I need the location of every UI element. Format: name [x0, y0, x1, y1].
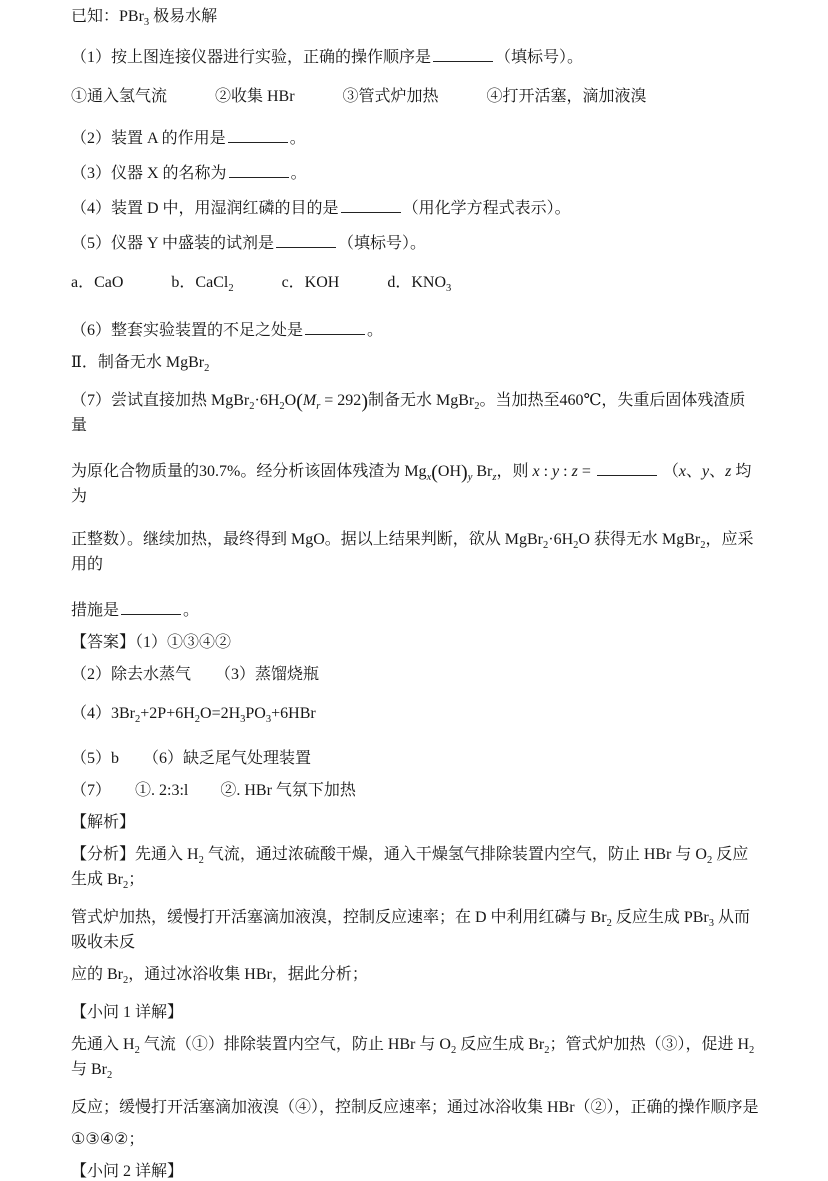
analysis-line-1: [71, 845, 760, 895]
text-segment: （4）装置 D 中，用湿润红磷的目的是: [71, 200, 339, 217]
text-segment: 3: [265, 714, 272, 725]
reagent-options: [71, 273, 760, 298]
text-segment: （1）按上图连接仪器进行实验，正确的操作顺序是: [71, 49, 432, 66]
text-segment: 2: [749, 1045, 755, 1056]
text-segment: 反应生成 Br: [456, 1036, 545, 1053]
text-segment: 正整数）。继续加热，最终得到 MgO。据以上结果判断，欲从 MgBr: [71, 531, 544, 548]
text-segment: 管式炉加热，缓慢打开活塞滴加液溴，控制反应速率；在 D 中利用红磷与 Br: [71, 909, 607, 926]
question-7-line-3: [71, 530, 760, 574]
text-segment: ，通过冰浴收集 HBr，据此分析；: [128, 966, 368, 983]
text-segment: 气流，通过浓硫酸干燥，通入干燥氢气排除装置内空气，防止 HBr 与 O: [203, 846, 707, 863]
text-segment: O 获得无水 MgBr: [578, 531, 701, 548]
text-segment: z: [571, 463, 578, 480]
text-segment: 2: [204, 363, 210, 374]
answer-blank: [276, 231, 336, 248]
answer-blank: [433, 45, 493, 62]
text-segment: 2: [107, 1070, 113, 1081]
text-segment: （2）除去水蒸气 （3）蒸馏烧瓶: [71, 666, 320, 683]
text-segment: （: [658, 463, 679, 480]
text-segment: ·6H: [548, 531, 574, 548]
text-segment: ①③④②；: [71, 1131, 145, 1148]
text-segment: ): [461, 461, 468, 484]
text-segment: 反应生成 PBr: [611, 909, 709, 926]
text-segment: 2: [198, 855, 204, 866]
text-segment: ；: [128, 871, 145, 888]
text-segment: ；管式炉加热（③），促进 H: [549, 1036, 750, 1053]
text-segment: Ⅱ．制备无水 MgBr: [71, 354, 205, 371]
answer-2-3: [71, 665, 760, 684]
answer-blank: [341, 196, 401, 213]
detail-1-header: [71, 1003, 760, 1022]
known-line: [71, 7, 760, 32]
text-segment: 【小问 2 详解】: [71, 1163, 184, 1180]
text-segment: 反应；缓慢打开活塞滴加液溴（④），控制反应速率；通过冰浴收集 HBr（②），正确的操作顺序是: [71, 1099, 759, 1116]
detail-1-line-2: [71, 1098, 760, 1117]
text-segment: 气流（①）排除装置内空气，防止 HBr 与 O: [139, 1036, 451, 1053]
detail-2-header: [71, 1162, 760, 1181]
text-segment: O: [284, 392, 297, 409]
text-segment: (: [431, 461, 438, 484]
text-segment: 反应生成 Br: [71, 846, 749, 888]
text-segment: x: [678, 463, 686, 480]
analysis-line-3: [71, 965, 760, 990]
detail-1-line-3: [71, 1130, 760, 1149]
answer-blank: [228, 126, 288, 143]
text-segment: 2: [474, 401, 480, 412]
text-segment: PO: [245, 705, 266, 722]
text-segment: 【答案】（1）①③④②: [71, 634, 232, 651]
text-segment: OH: [437, 463, 462, 480]
text-segment: z: [725, 463, 732, 480]
text-segment: = 292: [320, 392, 362, 409]
text-segment: x: [532, 463, 540, 480]
text-segment: y: [702, 463, 710, 480]
question-6: [71, 318, 760, 340]
answer-blank: [305, 318, 365, 335]
text-segment: ): [361, 390, 368, 413]
text-segment: （用化学方程式表示）。: [402, 200, 571, 217]
text-segment: 2: [543, 540, 549, 551]
text-segment: 2: [228, 283, 234, 294]
text-segment: 。: [367, 322, 384, 339]
text-segment: y: [467, 472, 473, 483]
text-segment: x: [426, 472, 432, 483]
text-segment: 先通入 H: [71, 1036, 135, 1053]
text-segment: （填标号）。: [337, 235, 426, 252]
text-segment: 2: [249, 401, 255, 412]
text-segment: 3: [143, 17, 150, 28]
question-5: [71, 231, 760, 253]
analysis-title: [71, 813, 760, 832]
text-segment: 应的 Br: [71, 966, 124, 983]
text-segment: 2: [700, 540, 706, 551]
answer-5-6: [71, 749, 760, 768]
text-segment: 已知：: [71, 8, 120, 25]
text-segment: 从而吸收未反: [71, 909, 750, 951]
question-7-line-2: [71, 459, 760, 506]
answer-7: [71, 781, 760, 800]
text-segment: M: [302, 392, 317, 409]
question-1: [71, 45, 760, 67]
text-segment: 。: [289, 130, 306, 147]
text-segment: 2: [135, 714, 141, 725]
text-segment: 2: [279, 401, 285, 412]
text-segment: 与 Br: [71, 1036, 759, 1078]
question-2: [71, 126, 760, 148]
text-segment: （7） ①. 2:3:l ②. HBr 气氛下加热: [71, 782, 356, 799]
question-3: [71, 161, 760, 183]
text-segment: 3: [446, 283, 452, 294]
text-segment: Br: [472, 463, 493, 480]
text-segment: 。: [290, 165, 307, 182]
text-segment: 2: [123, 975, 129, 986]
text-segment: 2: [134, 1045, 140, 1056]
text-segment: +2P+6H: [140, 705, 195, 722]
text-segment: 制备无水 MgBr: [367, 392, 475, 409]
text-segment: （5）b （6）缺乏尾气处理装置: [71, 750, 312, 767]
text-segment: （5）仪器 Y 中盛装的试剂是: [71, 235, 274, 252]
text-segment: 。当加热至460℃，失重后固体残渣质量: [71, 392, 746, 434]
text-segment: 2: [194, 714, 201, 725]
text-segment: PBr: [119, 8, 144, 25]
text-segment: （2）装置 A 的作用是: [71, 130, 226, 147]
text-segment: ①通入氢气流 ②收集 HBr ③管式炉加热 ④打开活塞，滴加液溴: [71, 88, 647, 105]
section-2-title: [71, 353, 760, 378]
answer-4-equation: [71, 704, 760, 729]
text-segment: :: [539, 463, 553, 480]
text-segment: 2: [573, 540, 579, 551]
text-segment: （6）整套实验装置的不足之处是: [71, 322, 304, 339]
text-segment: y: [552, 463, 560, 480]
text-segment: r: [316, 401, 321, 412]
text-segment: z: [492, 472, 497, 483]
detail-1-line-1: [71, 1035, 760, 1085]
text-segment: O=2H: [200, 705, 241, 722]
text-segment: 。: [183, 602, 200, 619]
answer-blank: [229, 161, 289, 178]
analysis-line-2: [71, 908, 760, 952]
text-segment: 【分析】先通入 H: [71, 846, 199, 863]
text-segment: 2: [706, 855, 713, 866]
text-segment: 2: [606, 918, 612, 929]
text-segment: （填标号）。: [495, 49, 584, 66]
text-segment: 极易水解: [149, 8, 218, 25]
text-segment: 措施是: [71, 602, 120, 619]
text-segment: ，则: [496, 463, 533, 480]
text-segment: :: [559, 463, 572, 480]
answer-blank: [597, 459, 657, 476]
text-segment: c．KOH d．KNO: [233, 274, 447, 291]
question-7-line-4: [71, 598, 760, 620]
text-segment: a．CaO b．CaCl: [71, 274, 229, 291]
text-segment: 2: [123, 880, 129, 891]
text-segment: （3）仪器 X 的名称为: [71, 165, 227, 182]
text-segment: 为原化合物质量的30.7%。经分析该固体残渣为 Mg: [71, 463, 427, 480]
text-segment: ，应采用的: [71, 531, 754, 573]
answer-blank: [121, 598, 181, 615]
text-segment: （7）尝试直接加热 MgBr: [71, 392, 250, 409]
operation-options: [71, 87, 760, 106]
question-7-line-1: [71, 391, 760, 435]
text-segment: 、: [709, 463, 726, 480]
text-segment: 【小问 1 详解】: [71, 1004, 184, 1021]
text-segment: （4）3Br: [71, 705, 136, 722]
answer-header: [71, 633, 760, 652]
text-segment: 3: [240, 714, 246, 725]
text-segment: +6HBr: [271, 705, 316, 722]
text-segment: 、: [685, 463, 702, 480]
question-4: [71, 196, 760, 218]
text-segment: (: [296, 390, 303, 413]
text-segment: 3: [708, 918, 714, 929]
text-segment: 2: [450, 1045, 457, 1056]
text-segment: ·6H: [254, 392, 280, 409]
text-segment: =: [577, 463, 595, 480]
text-segment: 均为: [71, 463, 752, 505]
document-body: [71, 7, 760, 1181]
text-segment: 2: [544, 1045, 550, 1056]
text-segment: 【解析】: [71, 814, 136, 831]
